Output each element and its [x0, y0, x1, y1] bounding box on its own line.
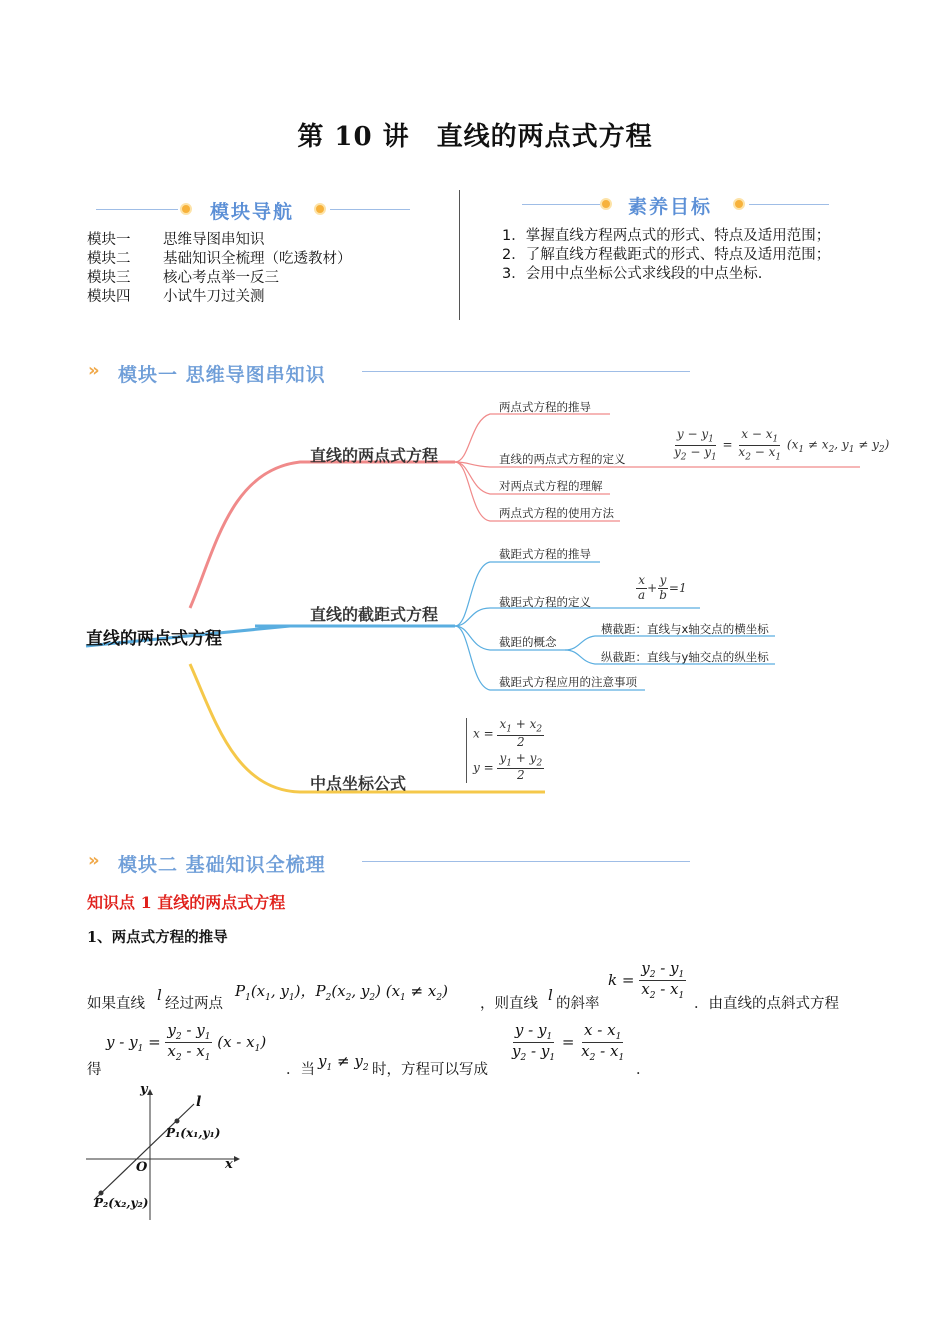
leaf: 直线的两点式方程的定义 [499, 452, 626, 466]
figure-axis-x: x [225, 1157, 233, 1172]
leaf: 截距式方程的推导 [499, 547, 591, 561]
nav-rule-right [330, 209, 410, 210]
leaf: 两点式方程的推导 [499, 400, 591, 414]
nav-item[interactable]: 模块三 核心考点举一反三 [87, 270, 279, 286]
subheading: 1、两点式方程的推导 [87, 929, 228, 946]
goals-list [502, 227, 868, 284]
point-p2 [99, 1191, 104, 1196]
midpoint-formula: x = $\frac{x_1 + x_2}{2}$ y = $\frac{y_1 + y_2}{2}$ [466, 718, 544, 783]
leaf: 截距的概念 [499, 635, 557, 649]
module1-heading: 模块一 思维导图串知识 [118, 364, 326, 386]
para2-b: ．当 [286, 1062, 315, 1078]
goal-item: 2．了解直线方程截距式的形式、特点及适用范围； [502, 247, 831, 263]
page-title: 第 10 讲 直线的两点式方程 [297, 122, 653, 152]
figure-axis-y: y [140, 1082, 148, 1097]
nav-list [87, 231, 352, 307]
nav-heading: 模块导航 [210, 201, 295, 223]
branch2-label: 直线的截距式方程 [310, 605, 439, 624]
goal-item: 3．会用中点坐标公式求线段的中点坐标. [502, 266, 763, 282]
figure-line-l: l [196, 1094, 202, 1110]
column-divider [459, 190, 460, 320]
math-slope: k = $\frac{y_2 - y_1}{x_2 - x_1}$ [608, 959, 685, 1002]
goal-item: 1．掌握直线方程两点式的形式、特点及适用范围； [502, 228, 831, 244]
para1-c: ，则直线 [480, 996, 538, 1012]
leaf: 对两点式方程的理解 [499, 479, 603, 493]
branch3-label: 中点坐标公式 [310, 774, 407, 793]
intercept-y: 纵截距：直线与y轴交点的纵坐标 [601, 650, 769, 664]
goals-dot-left [600, 198, 612, 210]
nav-item[interactable]: 模块四 小试牛刀过关测 [87, 289, 265, 305]
goals-rule-left [522, 204, 600, 205]
math-point-slope: y - $y_1$ = $\frac{y_2 - y_1}{x_2 - x_1}$ $(x - x_1)$ [106, 1021, 267, 1064]
line-l [94, 1104, 194, 1200]
leaf: 截距式方程的定义 [499, 595, 591, 609]
math-two-point: $\frac{y - y_1}{y_2 - y_1}$ = $\frac{x - x_1}{x_2 - x_1}$ [512, 1021, 625, 1064]
goals-heading: 素养目标 [628, 196, 713, 218]
two-point-formula: $\frac{y - y_1}{y_2 - y_1}$ = $\frac{x - x_1}{x_2 - x_1}$ ($x_1 \ne x_2$, $y_1 \ne y_2$) [674, 427, 890, 463]
module2-rule [362, 861, 690, 862]
math-cond: $y_1 \ne y_2$ [318, 1052, 369, 1073]
leaf: 两点式方程的使用方法 [499, 506, 614, 520]
module1-chevron-icon: » [88, 360, 100, 381]
mindmap-root: 直线的两点式方程 [86, 629, 222, 649]
figure-origin: O [136, 1160, 148, 1175]
para1-d: 的斜率 [556, 996, 600, 1012]
goals-rule-right [749, 204, 829, 205]
para2-c: 时，方程可以写成 [372, 1062, 488, 1078]
goals-dot-right [733, 198, 745, 210]
para1-b: 经过两点 [165, 996, 223, 1012]
nav-rule-left [96, 209, 178, 210]
nav-dot-left [180, 203, 192, 215]
intercept-formula: $\frac{x}{a}$ + $\frac{y}{b}$ =1 [638, 573, 687, 602]
module2-chevron-icon: » [88, 850, 100, 871]
para2-d: ． [636, 1062, 651, 1078]
nav-item[interactable]: 模块一 思维导图串知识 [87, 232, 265, 248]
point-p1 [175, 1119, 180, 1124]
para1-a: 如果直线 [87, 996, 145, 1012]
figure-p1: P₁(x₁,y₁) [166, 1126, 221, 1140]
math-l2: l [548, 986, 553, 1004]
para2-a: 得 [87, 1062, 102, 1078]
knowledge-point-title: 知识点 1 直线的两点式方程 [87, 893, 286, 912]
math-p1: $P_1(x_1$, $y_1$)，$P_2(x_2$, $y_2$) $(x_1 \ne x_2)$ [235, 982, 448, 1003]
nav-dot-right [314, 203, 326, 215]
module1-rule [362, 371, 690, 372]
module2-heading: 模块二 基础知识全梳理 [118, 854, 326, 876]
figure-p2: P₂(x₂,y₂) [94, 1196, 149, 1210]
branch1-label: 直线的两点式方程 [310, 446, 439, 465]
leaf: 截距式方程应用的注意事项 [499, 675, 637, 689]
branch-red [190, 462, 455, 608]
nav-item[interactable]: 模块二 基础知识全梳理（吃透教材） [87, 251, 352, 267]
para1-e: ．由直线的点斜式方程 [694, 996, 839, 1012]
intercept-x: 横截距：直线与x轴交点的横坐标 [601, 622, 769, 636]
math-l: l [157, 986, 162, 1004]
